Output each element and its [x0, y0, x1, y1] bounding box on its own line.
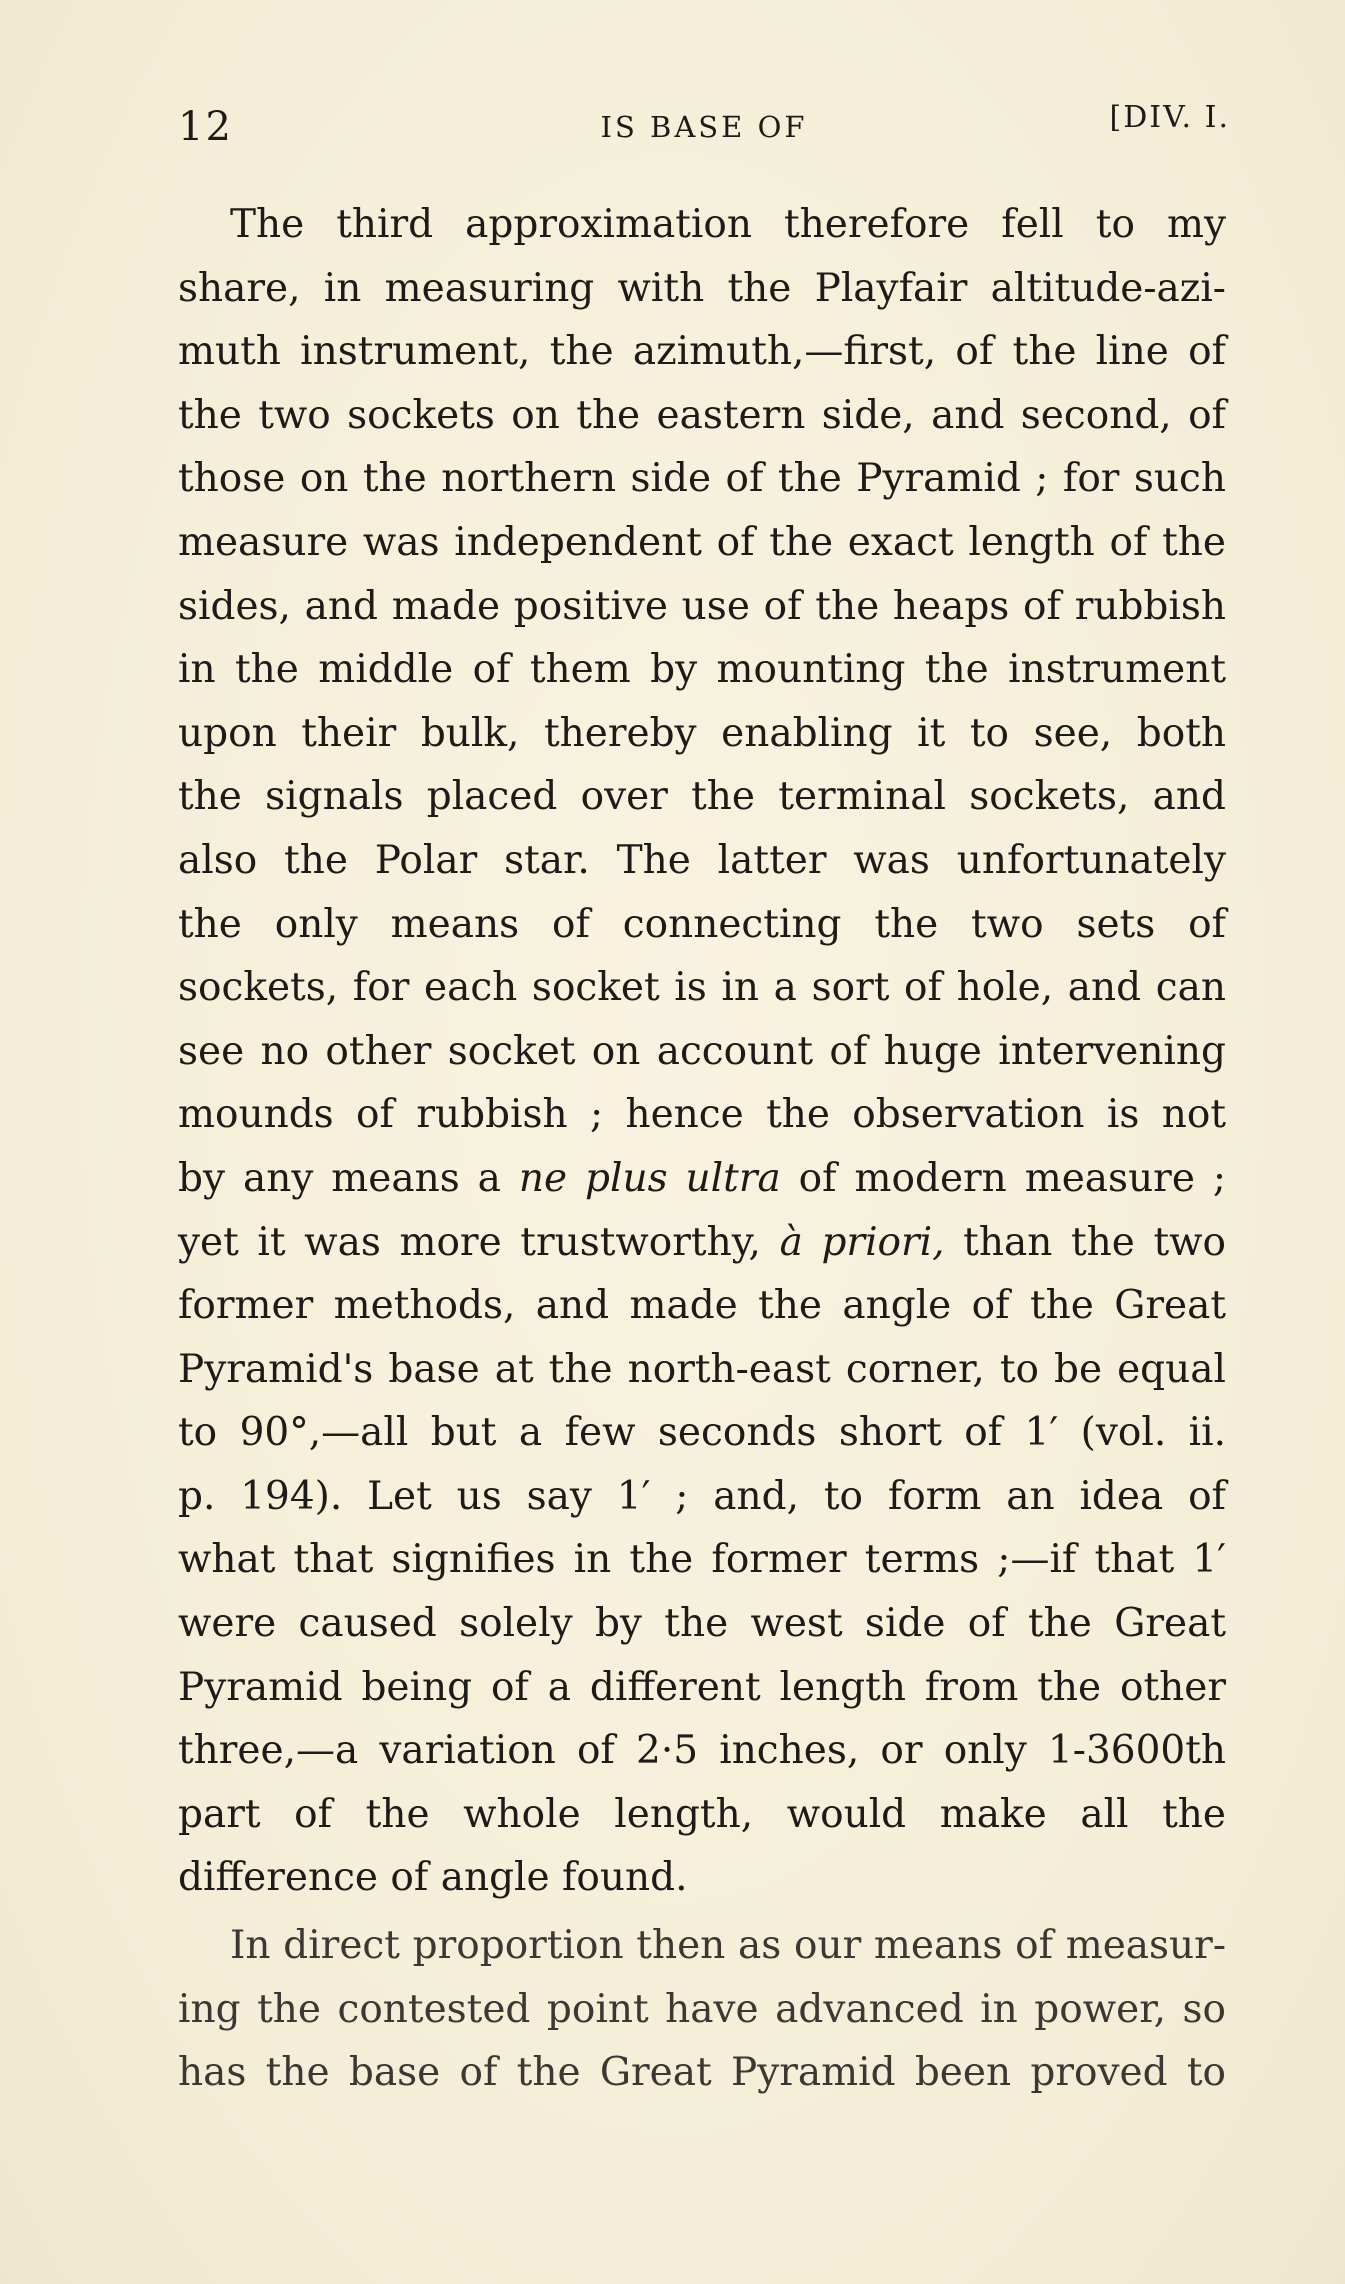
text-line: In direct proportion then as our means of measur-: [230, 1923, 1226, 1969]
text-line: part of the whole length, would make all the: [178, 1791, 1226, 1837]
text-line: upon their bulk, thereby enabling it to see, both: [178, 710, 1226, 756]
line-segment: than the two: [944, 1219, 1226, 1265]
line-segment: by any means a: [178, 1155, 519, 1201]
text-line: has the base of the Great Pyramid been proved to: [178, 2050, 1226, 2096]
text-line: Pyramid's base at the north-east corner, to be equal: [178, 1346, 1226, 1392]
text-line: the signals placed over the terminal sockets, and: [178, 774, 1226, 820]
page-number: 12: [178, 104, 233, 150]
text-line: share, in measuring with the Playfair altitude-azi-: [178, 265, 1226, 311]
body-text: [178, 193, 1226, 2105]
text-line: The third approximation therefore fell to my: [230, 202, 1226, 247]
text-line: difference of angle found.: [178, 1855, 688, 1901]
paragraph-2: [178, 1914, 1226, 2105]
page-header: [178, 100, 1230, 164]
text-line: the only means of connecting the two sets of: [178, 901, 1226, 947]
italic-phrase: ne plus ultra: [518, 1155, 781, 1201]
line-segment: yet it was more trustworthy,: [178, 1219, 780, 1265]
text-line: muth instrument, the azimuth,—first, of the line of: [178, 329, 1226, 375]
division-label: [DIV. I.: [1109, 100, 1230, 135]
text-line: in the middle of them by mounting the instrument: [178, 647, 1226, 693]
text-line: former methods, and made the angle of the Great: [178, 1283, 1226, 1329]
text-line: ing the contested point have advanced in power, so: [178, 1986, 1226, 2032]
text-line: sockets, for each socket is in a sort of hole, and can: [178, 965, 1226, 1011]
text-line: see no other socket on account of huge intervening: [178, 1028, 1226, 1074]
text-line: mounds of rubbish ; hence the observation is not: [178, 1092, 1226, 1138]
text-line: sides, and made positive use of the heaps of rubbish: [178, 583, 1226, 629]
text-line: to 90°,—all but a few seconds short of 1′ (vol. ii.: [178, 1410, 1226, 1456]
text-line: p. 194). Let us say 1′ ; and, to form an idea of: [178, 1473, 1226, 1519]
paragraph-1: [178, 193, 1226, 1910]
text-line-italic-phrase: [178, 1211, 1226, 1275]
running-head: IS BASE OF: [600, 110, 808, 144]
text-line-italic-phrase: [178, 1147, 1226, 1211]
italic-phrase: à priori,: [779, 1219, 945, 1265]
text-line: those on the northern side of the Pyramid ; for such: [178, 456, 1226, 502]
text-line: three,—a variation of 2·5 inches, or only 1-3600th: [178, 1728, 1226, 1774]
text-line: what that signifies in the former terms ;—if that 1′: [178, 1537, 1226, 1583]
line-segment: of modern measure ;: [780, 1155, 1226, 1201]
text-line: Pyramid being of a different length from the other: [178, 1664, 1226, 1710]
text-line: also the Polar star. The latter was unfortunately: [178, 837, 1226, 883]
text-line: were caused solely by the west side of the Great: [178, 1601, 1226, 1647]
text-line: the two sockets on the eastern side, and second, of: [178, 392, 1226, 438]
text-line: measure was independent of the exact length of the: [178, 519, 1226, 565]
